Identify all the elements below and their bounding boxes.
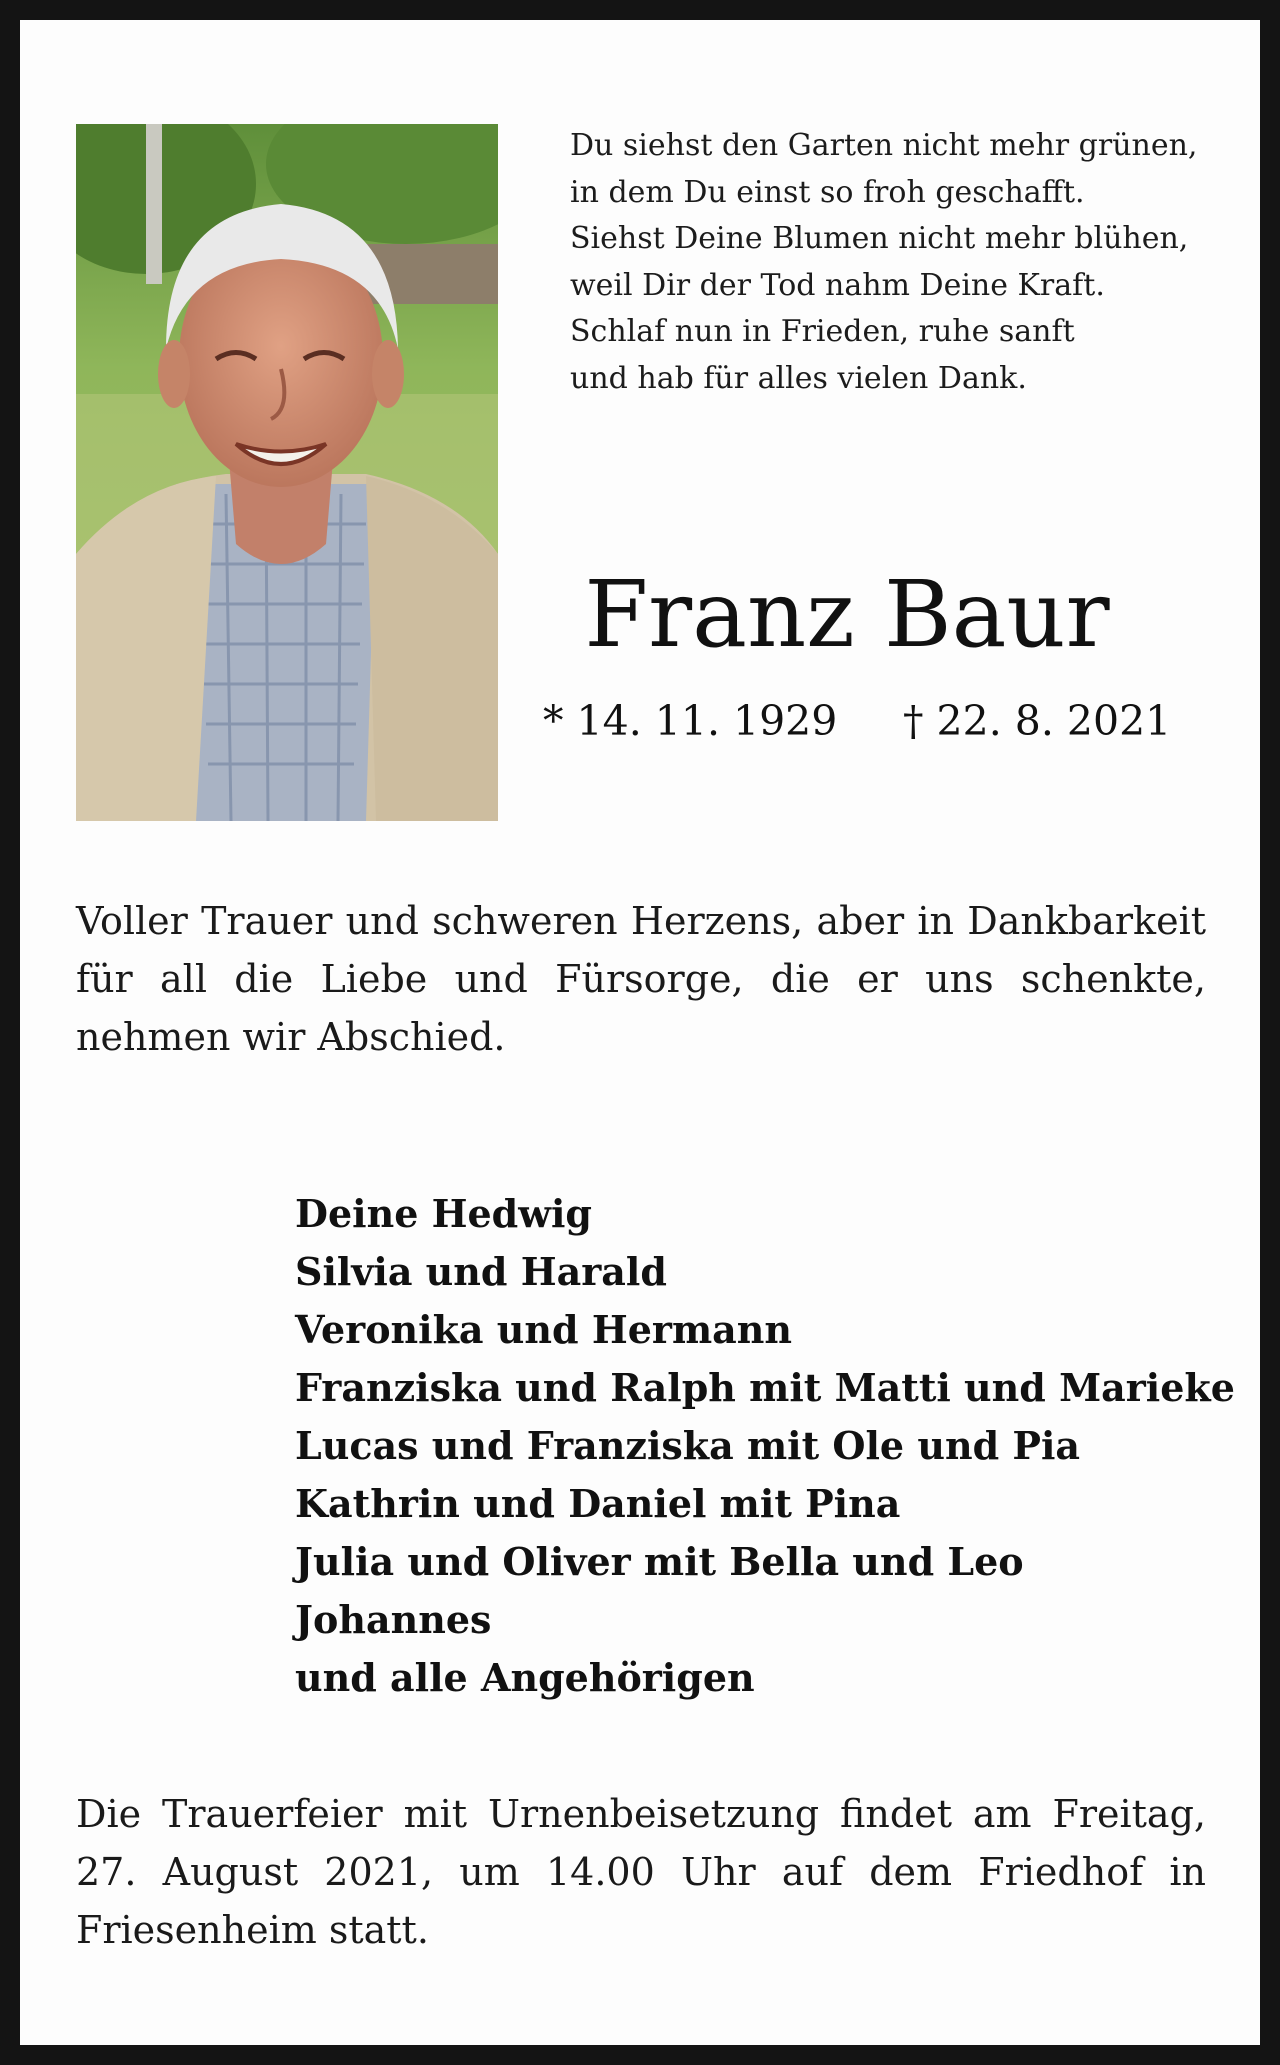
mourners-list <box>295 1185 1235 1707</box>
deceased-name: Franz Baur <box>584 561 1110 668</box>
mourner-entry: Veronika und Hermann <box>295 1307 793 1352</box>
mourner-entry: und alle Angehörigen <box>295 1655 755 1700</box>
mourner-entry: Franziska und Ralph mit Matti und Marieke <box>295 1365 1235 1410</box>
mourner-entry: Lucas und Franziska mit Ole und Pia <box>295 1423 1081 1468</box>
intro-text: Voller Trauer und schweren Herzens, aber in Dankbarkeit für all die Liebe und Fürsorge, die er uns schenkte, nehmen wir Abschied. <box>76 899 1206 1059</box>
poem-line: in dem Du einst so froh geschafft. <box>570 174 1085 210</box>
poem-line: Siehst Deine Blumen nicht mehr blühen, <box>570 221 1189 256</box>
poem-line: Schlaf nun in Frieden, ruhe sanft <box>570 314 1075 349</box>
mourner-entry: Silvia und Harald <box>295 1249 667 1294</box>
portrait-photo <box>76 124 498 821</box>
obituary-card <box>20 20 1260 2045</box>
mourner-entry: Kathrin und Daniel mit Pina <box>295 1481 901 1526</box>
poem-line: weil Dir der Tod nahm Deine Kraft. <box>570 267 1105 303</box>
poem <box>570 123 1197 402</box>
poem-line: und hab für alles vielen Dank. <box>570 360 1027 396</box>
portrait-image <box>76 124 498 821</box>
poem-line: Du siehst den Garten nicht mehr grünen, <box>570 128 1198 163</box>
mourner-entry: Johannes <box>295 1597 492 1642</box>
mourner-entry: Deine Hedwig <box>295 1191 592 1236</box>
service-announcement: Die Trauerfeier mit Urnenbeisetzung findet am Freitag, 27. August 2021, um 14.00 Uhr auf dem Friedhof in Friesenheim statt. <box>76 1792 1206 1952</box>
mourner-entry: Julia und Oliver mit Bella und Leo <box>295 1539 1024 1584</box>
death-date: † 22. 8. 2021 <box>903 697 1172 745</box>
birth-date: * 14. 11. 1929 <box>543 697 838 745</box>
